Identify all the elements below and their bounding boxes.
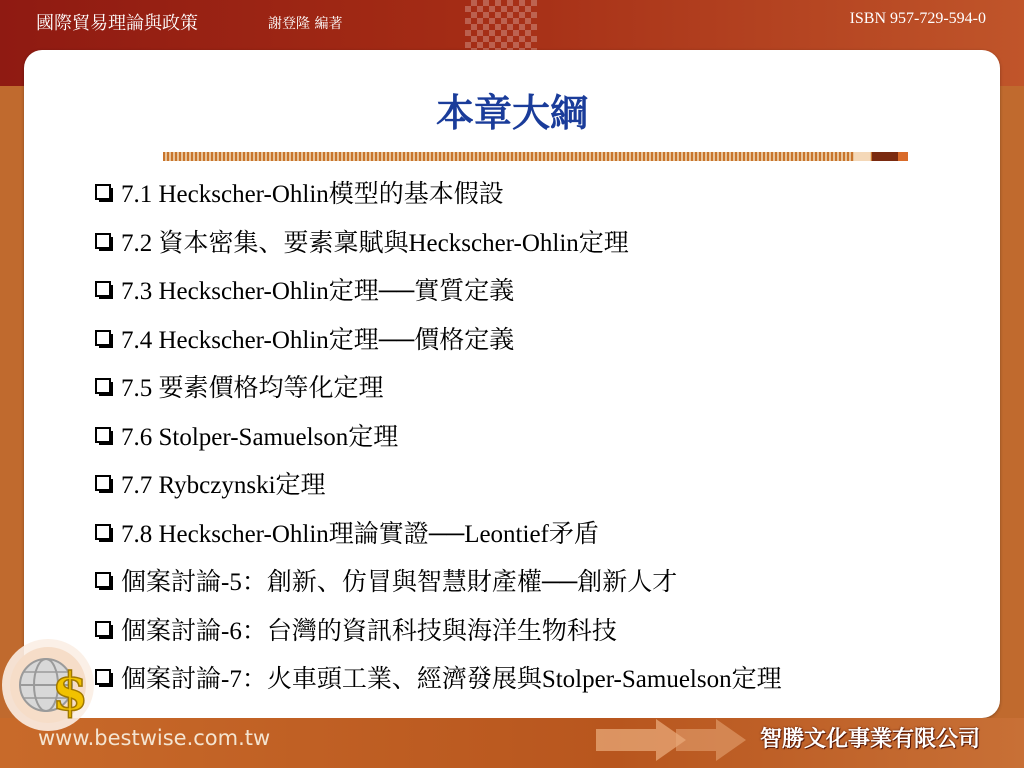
outline-item (95, 605, 782, 654)
outline-item-text: 7.4 Heckscher-Ohlin定理──價格定義 (121, 326, 515, 354)
outline-item (95, 217, 782, 266)
checkbox-bullet-icon (95, 378, 111, 394)
divider-accent (854, 152, 870, 161)
publisher-name: 智勝文化事業有限公司 (760, 727, 981, 752)
checkbox-bullet-icon (95, 330, 111, 346)
outline-item-text: 7.6 Stolper-Samuelson定理 (121, 423, 399, 451)
logo-dollar-sign: $ (52, 662, 89, 723)
outline-item (95, 459, 782, 508)
checkbox-bullet-icon (95, 233, 111, 249)
outline-item-text: 個案討論-5：創新、仿冒與智慧財產權──創新人才 (121, 569, 678, 597)
outline-item-text: 7.2 資本密集、要素稟賦與Heckscher-Ohlin定理 (121, 229, 629, 257)
divider-accent (898, 152, 908, 161)
book-title: 國際貿易理論與政策 (36, 13, 198, 34)
outline-item-text: 7.3 Heckscher-Ohlin定理──實質定義 (121, 278, 515, 306)
outline-item (95, 362, 782, 411)
outline-item-text: 7.7 Rybczynski定理 (121, 472, 326, 500)
outline-item-text: 個案討論-6：台灣的資訊科技與海洋生物科技 (121, 617, 617, 645)
outline-item (95, 508, 782, 557)
checkbox-bullet-icon (95, 427, 111, 443)
author-credit: 謝登隆 編著 (268, 16, 343, 32)
outline-item-text: 7.5 要素價格均等化定理 (121, 375, 384, 403)
outline-item (95, 653, 782, 702)
outline-item (95, 556, 782, 605)
divider-accent (872, 152, 898, 161)
outline-item (95, 265, 782, 314)
checkbox-bullet-icon (95, 184, 111, 200)
website-url: www.bestwise.com.tw (38, 726, 271, 750)
header-checker-pattern (465, 0, 537, 52)
arrow-chevrons-icon (596, 715, 756, 765)
outline-item (95, 314, 782, 363)
isbn-label: ISBN 957-729-594-0 (849, 10, 986, 27)
outline-item-text: 7.1 Heckscher-Ohlin模型的基本假設 (121, 181, 504, 209)
checkbox-bullet-icon (95, 475, 111, 491)
slide-title: 本章大綱 (435, 91, 588, 135)
checkbox-bullet-icon (95, 572, 111, 588)
checkbox-bullet-icon (95, 524, 111, 540)
outline-item-text: 7.8 Heckscher-Ohlin理論實證──Leontief矛盾 (121, 520, 599, 548)
outline-item-text: 個案討論-7：火車頭工業、經濟發展與Stolper-Samuelson定理 (121, 666, 782, 694)
outline-item (95, 411, 782, 460)
checkbox-bullet-icon (95, 281, 111, 297)
outline-list (95, 168, 782, 702)
title-divider (163, 152, 908, 161)
globe-dollar-logo (0, 630, 110, 740)
outline-item (95, 168, 782, 217)
